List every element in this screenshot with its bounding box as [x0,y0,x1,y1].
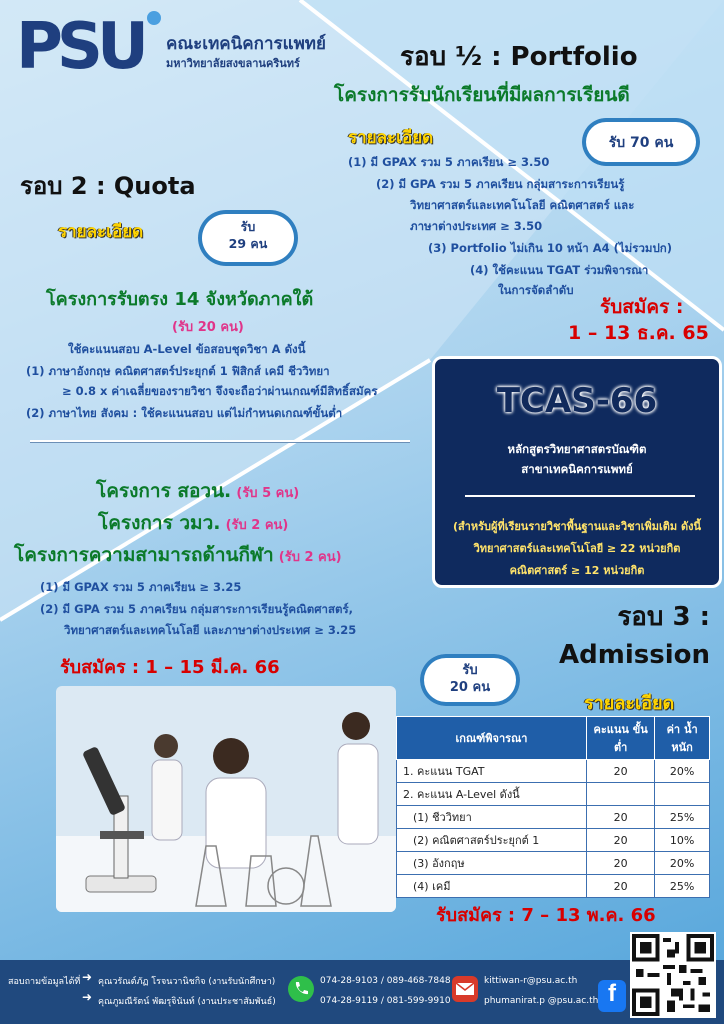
table-row [397,783,710,806]
round2-seats-line2: 29 คน [228,236,268,251]
round2-seats-line1: รับ [240,219,256,234]
table-cell: 25% [655,806,710,829]
tcas-requirement: วิทยาศาสตร์และเทคโนโลยี ≥ 22 หน่วยกิต [473,542,681,555]
round1-seats-badge: รับ 70 คน [582,118,700,166]
round1-item: (1) มี GPAX รวม 5 ภาคเรียน ≥ 3.50 [348,155,550,169]
round1-detail-label: รายละเอียด [348,128,434,148]
round1-item: ภาษาต่างประเทศ ≥ 3.50 [410,219,543,233]
round3-seats-line2: 20 คน [449,680,491,695]
round1-item: (4) ใช้คะแนน TGAT ร่วมพิจารณา [470,263,649,277]
table-cell: 1. คะแนน TGAT [397,760,587,783]
round3-apply: รับสมัคร : 7 – 13 พ.ค. 66 [436,905,656,926]
project-wmw [98,508,288,538]
table-header: ค่า น้ำหนัก [655,717,710,760]
table-cell: (4) เคมี [397,875,587,898]
round1-title: รอบ ½ : Portfolio [400,42,638,72]
round1-item: วิทยาศาสตร์และเทคโนโลยี คณิตศาสตร์ และ [410,198,635,212]
project-criteria: วิทยาศาสตร์และเทคโนโลยี และภาษาต่างประเทศ ≥ 3.25 [64,623,357,637]
tcas-requirement: คณิตศาสตร์ ≥ 12 หน่วยกิต [509,564,645,577]
table-cell: 20 [587,829,655,852]
table-cell: 20 [587,760,655,783]
table-cell: 20 [587,875,655,898]
tcas-title: TCAS-66 [496,381,658,421]
table-row [397,829,710,852]
arrow-right-icon: ➜ [82,990,93,1004]
round3-title-line2: Admission [559,640,710,670]
round2-seats-badge [198,210,298,266]
table-row [397,806,710,829]
tcas-program: หลักสูตรวิทยาศาสตรบัณฑิต [507,442,647,456]
table-cell: 20% [655,760,710,783]
table-cell [655,783,710,806]
table-header-row [397,717,710,760]
project-criteria: (1) มี GPAX รวม 5 ภาคเรียน ≥ 3.25 [40,580,242,594]
email-address[interactable]: kittiwan-r@psu.ac.th [484,976,578,986]
round2-title: รอบ 2 : Quota [20,172,196,200]
round3-seats-badge [420,654,520,706]
facebook-icon[interactable]: f [598,980,626,1012]
table-cell: (3) อังกฤษ [397,852,587,875]
table-cell: 10% [655,829,710,852]
round1-apply-label: รับสมัคร : [600,296,684,318]
round1-item: (3) Portfolio ไม่เกิน 10 หน้า A4 (ไม่รวมปก) [428,241,672,255]
table-cell [587,783,655,806]
round2-item: ≥ 0.8 x ค่าเฉลี่ยของรายวิชา จึงจะถือว่าผ่านเกณฑ์มีสิทธิ์สมัคร [62,384,378,398]
round2-apply: รับสมัคร : 1 – 15 มี.ค. 66 [60,657,280,678]
project-seats: (รับ 5 คน) [236,486,300,501]
project-name: โครงการความสามารถด้านกีฬา [14,544,274,566]
round1-item: ในการจัดลำดับ [498,283,574,297]
project-seats: (รับ 2 คน) [278,550,342,565]
round2-item: (1) ภาษาอังกฤษ คณิตศาสตร์ประยุกต์ 1 ฟิสิกส์ เคมี ชีววิทยา [26,364,330,378]
table-row [397,875,710,898]
round3-title [532,598,710,674]
contact-person: คุณวรัณต์ภัฏ โรจนวานิชกิจ (งานรับนักศึกษา) [98,977,276,987]
table-cell: 2. คะแนน A-Level ดังนี้ [397,783,587,806]
round2-project-title: โครงการรับตรง 14 จังหวัดภาคใต้ [46,289,314,310]
table-cell: 20% [655,852,710,875]
round1-item: (2) มี GPA รวม 5 ภาคเรียน กลุ่มสาระการเรียนรู้ [376,177,625,191]
tcas-info-box [432,356,722,588]
project-sorwon [96,476,299,506]
faculty-name: คณะเทคนิคการแพทย์ [166,34,326,54]
email-icon [452,976,478,1002]
qr-code[interactable] [630,932,716,1018]
table-cell: 25% [655,875,710,898]
svg-text:PSU: PSU [16,10,143,78]
table-header: เกณฑ์พิจารณา [397,717,587,760]
project-name: โครงการ สอวน. [96,480,232,502]
lab-photo [56,686,396,912]
table-cell: (2) คณิตศาสตร์ประยุกต์ 1 [397,829,587,852]
round3-detail-label: รายละเอียด [584,693,675,714]
project-criteria: (2) มี GPA รวม 5 ภาคเรียน กลุ่มสาระการเรียนรู้คณิตศาสตร์, [40,602,354,616]
round2-item: (2) ภาษาไทย สังคม : ใช้คะแนนสอบ แต่ไม่กำหนดเกณฑ์ขั้นต่ำ [26,406,343,420]
round2-detail-label: รายละเอียด [58,222,144,242]
section-divider [30,440,410,443]
round1-subtitle: โครงการรับนักเรียนที่มีผลการเรียนดี [334,84,630,106]
project-name: โครงการ วมว. [98,512,221,534]
tcas-major: สาขาเทคนิคการแพทย์ [521,462,633,476]
round1-apply-dates: 1 – 13 ธ.ค. 65 [568,322,709,344]
admission-criteria-table [396,716,710,898]
tcas-note: (สำหรับผู้ที่เรียนรายวิชาพื้นฐานและวิชาเพิ่มเติม ดังนี้ [452,520,702,533]
contact-label: สอบถามข้อมูลได้ที่ [8,977,81,987]
university-name: มหาวิทยาลัยสงขลานครินทร์ [166,57,300,70]
table-cell: (1) ชีววิทยา [397,806,587,829]
table-header: คะแนน ขั้นต่ำ [587,717,655,760]
round3-seats-line1: รับ [462,663,478,678]
project-sports [14,540,342,570]
arrow-right-icon: ➜ [82,970,93,984]
email-address[interactable]: phumanirat.p @psu.ac.th [484,996,599,1006]
phone-number[interactable]: 074-28-9119 / 081-599-9910 [320,996,451,1006]
table-cell: 20 [587,852,655,875]
tcas-divider [465,495,695,497]
phone-icon [288,976,314,1002]
table-cell: 20 [587,806,655,829]
round2-project-seats: (รับ 20 คน) [172,320,244,335]
table-row [397,852,710,875]
table-row [397,760,710,783]
phone-number[interactable]: 074-28-9103 / 089-468-7848 [320,976,451,986]
round2-exam-note: ใช้คะแนนสอบ A-Level ข้อสอบชุดวิชา A ดังนี้ [68,342,306,356]
contact-person: คุณภูมณีรัตน์ พัฒรุจินันท์ (งานประชาสัมพันธ์) [98,997,276,1007]
project-seats: (รับ 2 คน) [225,518,289,533]
round3-title-line1: รอบ 3 : [617,602,710,632]
psu-logo [14,6,164,78]
